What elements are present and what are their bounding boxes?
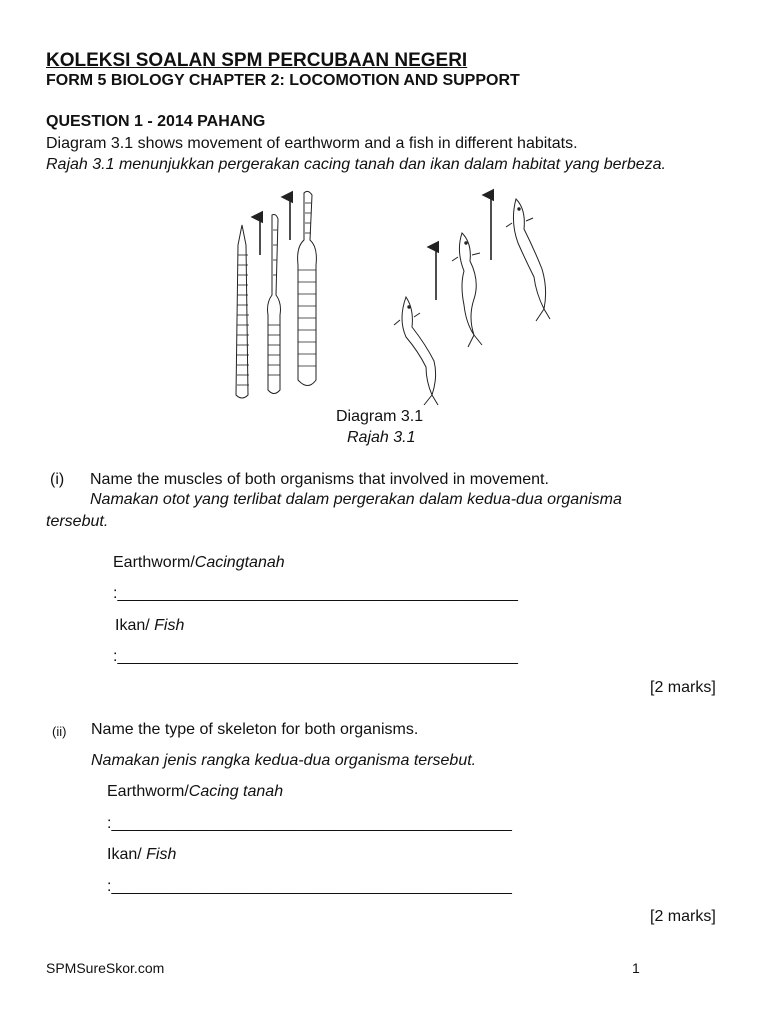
chapter-subtitle: FORM 5 BIOLOGY CHAPTER 2: LOCOMOTION AND SUPPORT bbox=[46, 72, 520, 89]
diagram-caption-english: Diagram 3.1 bbox=[336, 408, 424, 425]
part-ii-question-english: Name the type of skeleton for both organisms. bbox=[91, 721, 419, 738]
intro-english: Diagram 3.1 shows movement of earthworm and a fish in different habitats. bbox=[46, 135, 578, 152]
diagram-caption-malay: Rajah 3.1 bbox=[347, 429, 416, 446]
part-i-number: (i) bbox=[50, 471, 65, 488]
part-i-fish-label: Ikan/ Fish bbox=[115, 617, 185, 634]
document-title: KOLEKSI SOALAN SPM PERCUBAAN NEGERI bbox=[46, 50, 468, 71]
part-i-fish-answer-line[interactable]: :_____________________________________________ bbox=[113, 648, 518, 665]
part-ii-earthworm-label: Earthworm/Cacing tanah bbox=[107, 783, 284, 800]
part-ii-marks: [2 marks] bbox=[650, 908, 716, 925]
part-i-marks: [2 marks] bbox=[650, 679, 716, 696]
part-i-earthworm-answer-line[interactable]: :_____________________________________________ bbox=[113, 585, 518, 602]
earthworm-contracting bbox=[268, 215, 281, 394]
part-ii-fish-answer-line[interactable]: :_____________________________________________ bbox=[107, 878, 512, 895]
part-ii-fish-label: Ikan/ Fish bbox=[107, 846, 177, 863]
intro-malay: Rajah 3.1 menunjukkan pergerakan cacing tanah dan ikan dalam habitat yang berbeza. bbox=[46, 156, 666, 173]
page-number: 1 bbox=[632, 960, 640, 976]
footer-site: SPMSureSkor.com bbox=[46, 960, 165, 976]
part-i-question-malay-cont: tersebut. bbox=[46, 513, 109, 530]
locomotion-diagram bbox=[228, 185, 558, 407]
part-ii-earthworm-answer-line[interactable]: :_____________________________________________ bbox=[107, 815, 512, 832]
earthworm-elongated bbox=[236, 225, 249, 398]
fish-swimming bbox=[394, 297, 438, 405]
question-heading: QUESTION 1 - 2014 PAHANG bbox=[46, 113, 266, 130]
part-i-earthworm-label: Earthworm/Cacingtanah bbox=[113, 554, 285, 571]
part-i-question-malay: Namakan otot yang terlibat dalam pergerakan dalam kedua-dua organisma bbox=[90, 491, 622, 508]
part-ii-number: (ii) bbox=[52, 724, 67, 739]
earthworm-thick bbox=[298, 191, 317, 385]
part-ii-question-malay: Namakan jenis rangka kedua-dua organisma tersebut. bbox=[91, 752, 477, 769]
fish-swimming bbox=[452, 233, 482, 347]
fish-swimming bbox=[506, 199, 550, 321]
part-i-question-english: Name the muscles of both organisms that involved in movement. bbox=[90, 471, 549, 488]
